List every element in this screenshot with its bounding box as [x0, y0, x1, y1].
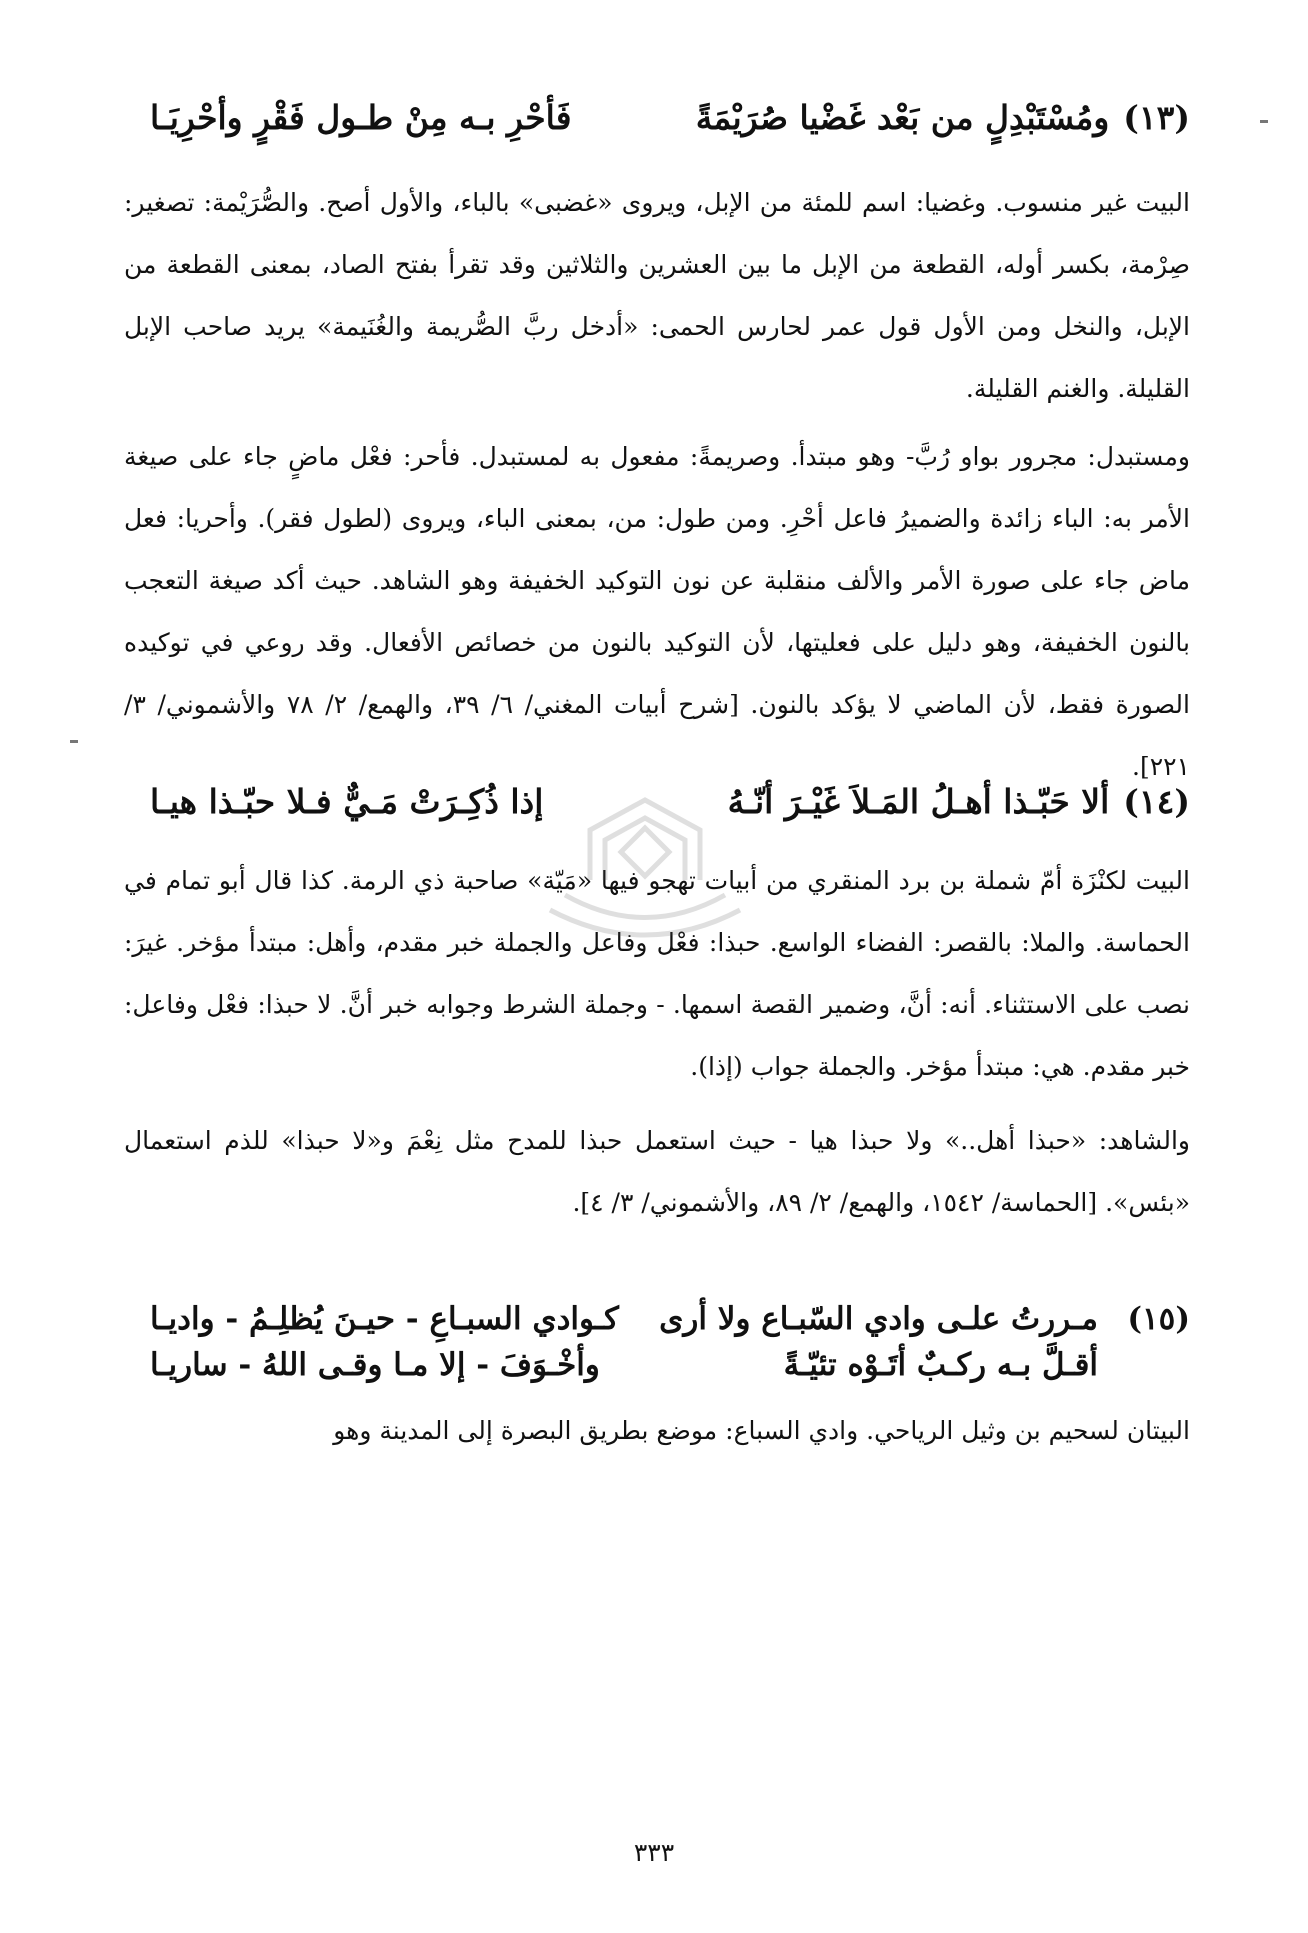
verse-second-hemistich: كـوادي السبـاعِ - حيـنَ يُظلِـمُ - واديـا	[150, 1301, 619, 1337]
verse-15	[150, 1296, 1190, 1388]
verse-second-hemistich: وأخْـوَفَ - إلا مـا وقـى اللهُ - ساريـا	[150, 1347, 600, 1383]
paragraph: ومستبدل: مجرور بواو رُبَّ- وهو مبتدأ. وصريمةً: مفعول به لمستبدل. فأحر: فعْل ماضٍ جاء على صيغة الأمر به: الباء زائدة والضميرُ فاعل أحْرِ. ومن طول: من، بمعنى الباء، ويروى (لطول فقر). وأحريا: فعل ماض جاء على صورة الأمر والألف منقلبة عن نون التوكيد الخفيفة وهو الشاهد. حيث أكد صيغة التعجب بالنون الخفيفة، وهو دليل على فعليتها، لأن التوكيد بالنون من خصائص الأفعال. وقد روعي في توكيده الصورة فقط، لأن الماضي لا يؤكد بالنون. [شرح أبيات المغني/ ٦/ ٣٩، والهمع/ ٢/ ٧٨ والأشموني/ ٣/ ٢٢١].	[124, 442, 1190, 781]
verse-number: (١٥)	[1127, 1301, 1190, 1337]
verse-line	[150, 1342, 1190, 1388]
commentary-14-witness	[124, 1110, 1190, 1234]
commentary-13-grammar	[124, 426, 1190, 798]
paragraph: البيت غير منسوب. وغضيا: اسم للمئة من الإبل، ويروى «غضبى» بالباء، والأول أصح. والصُّرَيْمة: تصغير: صِرْمة، بكسر أوله، القطعة من الإبل ما بين العشرين والثلاثين وقد تقرأ بفتح الصاد، بمعنى القطعة من الإبل، والنخل ومن الأول قول عمر لحارس الحمى: «أدخل ربَّ الصُّريمة والغُنَيمة» يريد صاحب الإبل القليلة. والغنم القليلة.	[124, 188, 1190, 403]
commentary-13	[124, 172, 1190, 420]
verse-second-hemistich: إذا ذُكِـرَتْ مَـيٌّ فـلا حبّـذا هيـا	[150, 782, 544, 821]
verse-second-hemistich: فَأحْرِ بـه مِنْ طـول فَقْرٍ وأحْرِيَـا	[150, 98, 572, 137]
verse-number: (١٣)	[1123, 98, 1190, 137]
scan-speck	[1260, 120, 1268, 123]
verse-first-hemistich: ومُسْتَبْدِلٍ من بَعْد غَضْيا صُرَيْمَةً	[695, 98, 1110, 137]
verse-line	[150, 1296, 1190, 1342]
verse-first-hemistich: ألا حَبّـذا أهـلُ المَـلاَ غَيْـرَ أنّـهُ	[727, 782, 1110, 821]
verse-13	[150, 98, 1190, 138]
scan-speck	[70, 740, 78, 743]
commentary-15	[124, 1400, 1190, 1462]
verse-first-hemistich: أقـلَّ بـه ركـبٌ أتَـوْه تئيّـةً	[783, 1347, 1098, 1383]
paragraph: البيت لكنْزَة أمّ شملة بن برد المنقري من أبيات تهجو فيها «مَيّة» صاحبة ذي الرمة. كذا قال أبو تمام في الحماسة. والملا: بالقصر: الفضاء الواسع. حبذا: فعْل وفاعل والجملة خبر مقدم، وأهل: مبتدأ مؤخر. غيرَ: نصب على الاستثناء. أنه: أنَّ، وضمير القصة اسمها. - وجملة الشرط وجوابه خبر أنَّ. لا حبذا: فعْل وفاعل: خبر مقدم. هي: مبتدأ مؤخر. والجملة جواب (إذا).	[124, 866, 1190, 1081]
verse-number: (١٤)	[1123, 782, 1190, 821]
paragraph: البيتان لسحيم بن وثيل الرياحي. وادي السباع: موضع بطريق البصرة إلى المدينة وهو	[333, 1416, 1190, 1445]
verse-first-hemistich: مـررتُ علـى وادي السّبـاع ولا أرى	[659, 1301, 1098, 1337]
paragraph: والشاهد: «حبذا أهل..» ولا حبذا هيا - حيث استعمل حبذا للمدح مثل نِعْمَ و«لا حبذا» للذم استعمال «بئس». [الحماسة/ ١٥٤٢، والهمع/ ٢/ ٨٩، والأشموني/ ٣/ ٤].	[124, 1126, 1190, 1217]
page-number: ٣٣٣	[633, 1838, 675, 1867]
library-seal-watermark	[530, 790, 760, 970]
